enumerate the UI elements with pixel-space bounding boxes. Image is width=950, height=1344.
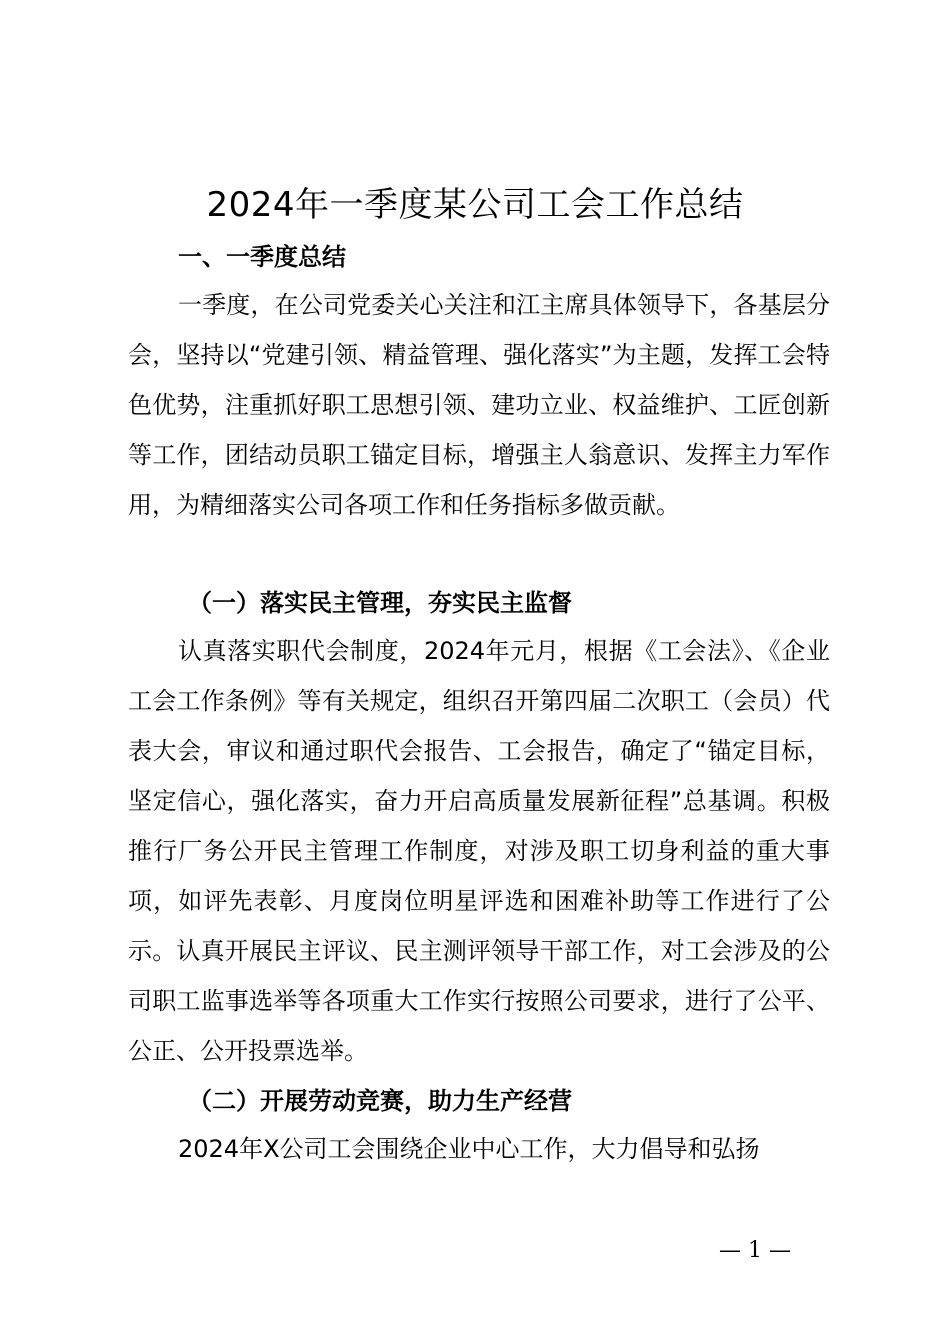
subsection-1-paragraph [128,626,830,1076]
intro-paragraph-text: 一季度，在公司党委关心关注和江主席具体领导下，各基层分会，坚持以“党建引领、精益管理、强化落实”为主题，发挥工会特色优势，注重抓好职工思想引领、建功立业、权益维护、工匠创新等工作，团结动员职工锚定目标，增强主人翁意识、发挥主力军作用，为精细落实公司各项工作和任务指标多做贡献。 [128,291,830,519]
intro-paragraph [128,280,830,530]
subsection-1-paragraph-text: 认真落实职代会制度，2024年元月，根据《工会法》、《企业工会工作条例》等有关规定，组织召开第四届二次职工（会员）代表大会，审议和通过职代会报告、工会报告，确定了“锚定目标，坚定信心，强化落实，奋力开启高质量发展新征程”总基调。积极推行厂务公开民主管理工作制度，对涉及职工切身利益的重大事项，如评先表彰、月度岗位明星评选和困难补助等工作进行了公示。认真开展民主评议、民主测评领导干部工作，对工会涉及的公司职工监事选举等各项重大工作实行按照公司要求，进行了公平、公正、公开投票选举。 [128,637,830,1065]
subsection-heading-2: （二）开展劳动竞赛，助力生产经营 [188,1087,572,1115]
subsection-2-paragraph [128,1124,830,1174]
page-number: — 1 — [719,1238,791,1263]
document-title: 2024年一季度某公司工会工作总结 [206,185,744,225]
subsection-2-paragraph-text: 2024年X公司工会围绕企业中心工作，大力倡导和弘扬 [178,1135,760,1163]
subsection-heading-1: （一）落实民主管理，夯实民主监督 [188,589,572,617]
section-heading-1: 一、一季度总结 [178,243,346,271]
